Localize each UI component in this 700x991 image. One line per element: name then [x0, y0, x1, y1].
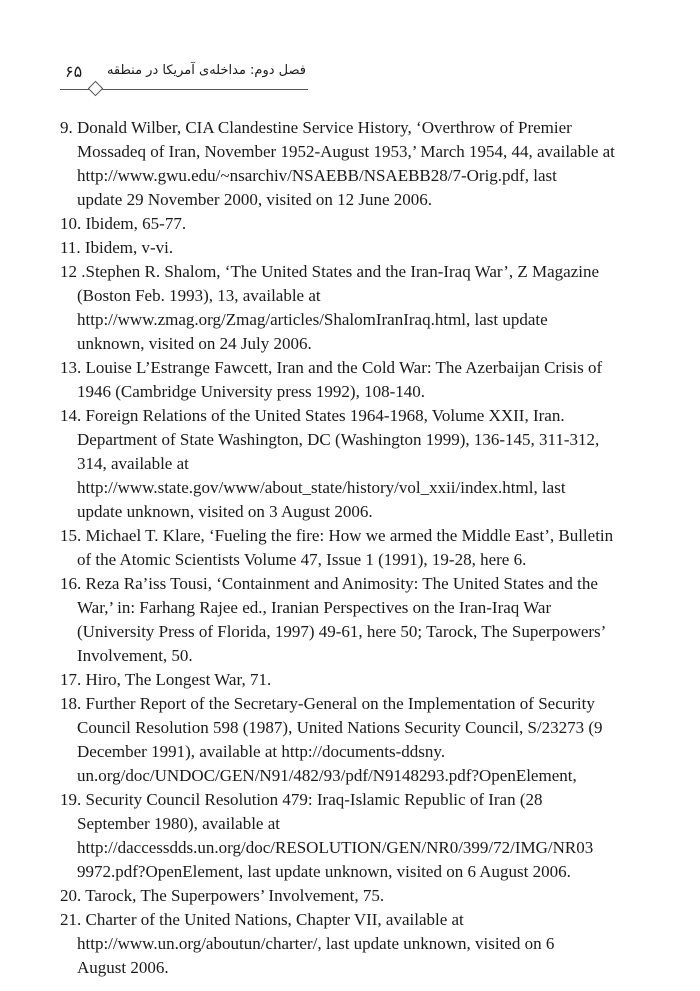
endnote-line: 21. Charter of the United Nations, Chapter VII, available at	[60, 910, 464, 929]
endnote-line: (Boston Feb. 1993), 13, available at	[77, 286, 321, 305]
endnote-line: http://daccessdds.un.org/doc/RESOLUTION/GEN/NR0/399/72/IMG/NR03	[77, 838, 594, 857]
endnote-line: 11. Ibidem, v-vi.	[60, 238, 174, 257]
endnote-item	[60, 524, 660, 572]
endnote-line: 314, available at	[77, 454, 189, 473]
endnote-item	[60, 356, 660, 404]
endnote-line: update unknown, visited on 3 August 2006.	[77, 502, 373, 521]
page-header	[60, 60, 308, 90]
endnote-line: http://www.zmag.org/Zmag/articles/ShalomIranIraq.html, last update	[77, 310, 548, 329]
page-number: ۶۵	[65, 62, 83, 81]
endnote-item	[60, 668, 660, 692]
endnote-item	[60, 116, 660, 212]
endnote-item	[60, 884, 660, 908]
endnote-line: Department of State Washington, DC (Washington 1999), 136-145, 311-312,	[77, 430, 600, 449]
endnote-line: 17. Hiro, The Longest War, 71.	[60, 670, 272, 689]
endnote-item	[60, 260, 660, 356]
endnote-line: unknown, visited on 24 July 2006.	[77, 334, 312, 353]
endnote-line: 12 .Stephen R. Shalom, ‘The United States and the Iran-Iraq War’, Z Magazine	[60, 262, 600, 281]
endnote-line: War,’ in: Farhang Rajee ed., Iranian Perspectives on the Iran-Iraq War	[77, 598, 552, 617]
endnote-line: 1946 (Cambridge University press 1992), 108-140.	[77, 382, 425, 401]
endnote-line: http://www.state.gov/www/about_state/history/vol_xxii/index.html, last	[77, 478, 566, 497]
endnote-item	[60, 692, 660, 788]
endnote-line: (University Press of Florida, 1997) 49-61, here 50; Tarock, The Superpowers’	[77, 622, 607, 641]
endnote-item	[60, 212, 660, 236]
endnote-line: update 29 November 2000, visited on 12 June 2006.	[77, 190, 433, 209]
endnote-line: 16. Reza Ra’iss Tousi, ‘Containment and Animosity: The United States and the	[60, 574, 598, 593]
endnote-line: 19. Security Council Resolution 479: Iraq-Islamic Republic of Iran (28	[60, 790, 543, 809]
endnote-line: http://www.un.org/aboutun/charter/, last update unknown, visited on 6	[77, 934, 555, 953]
endnote-item	[60, 788, 660, 884]
endnote-line: Council Resolution 598 (1987), United Nations Security Council, S/23273 (9	[77, 718, 603, 737]
endnote-line: 10. Ibidem, 65-77.	[60, 214, 187, 233]
endnote-item	[60, 404, 660, 524]
endnote-line: 9972.pdf?OpenElement, last update unknown, visited on 6 August 2006.	[77, 862, 571, 881]
endnote-line: 13. Louise L’Estrange Fawcett, Iran and the Cold War: The Azerbaijan Crisis of	[60, 358, 603, 377]
endnote-line: 14. Foreign Relations of the United States 1964-1968, Volume XXII, Iran.	[60, 406, 565, 425]
endnote-line: 15. Michael T. Klare, ‘Fueling the fire: How we armed the Middle East’, Bulletin	[60, 526, 614, 545]
endnote-line: Mossadeq of Iran, November 1952-August 1953,’ March 1954, 44, available at	[77, 142, 615, 161]
endnote-line: September 1980), available at	[77, 814, 280, 833]
endnote-line: 18. Further Report of the Secretary-General on the Implementation of Security	[60, 694, 595, 713]
chapter-title: فصل دوم: مداخله‌ی آمریکا در منطقه	[106, 63, 306, 78]
endnote-line: of the Atomic Scientists Volume 47, Issue 1 (1991), 19-28, here 6.	[77, 550, 527, 569]
diamond-ornament-icon	[88, 81, 104, 97]
endnote-item	[60, 908, 660, 980]
endnote-line: http://www.gwu.edu/~nsarchiv/NSAEBB/NSAEBB28/7-Orig.pdf, last	[77, 166, 557, 185]
endnote-line: un.org/doc/UNDOC/GEN/N91/482/93/pdf/N9148293.pdf?OpenElement,	[77, 766, 577, 785]
endnote-line: 20. Tarock, The Superpowers’ Involvement, 75.	[60, 886, 385, 905]
endnote-item	[60, 236, 660, 260]
endnote-item	[60, 572, 660, 668]
endnote-line: Involvement, 50.	[77, 646, 193, 665]
endnote-line: 9. Donald Wilber, CIA Clandestine Service History, ‘Overthrow of Premier	[60, 118, 572, 137]
endnote-line: December 1991), available at http://documents-ddsny.	[77, 742, 446, 761]
endnotes-list	[60, 116, 660, 980]
endnote-line: August 2006.	[77, 958, 169, 977]
